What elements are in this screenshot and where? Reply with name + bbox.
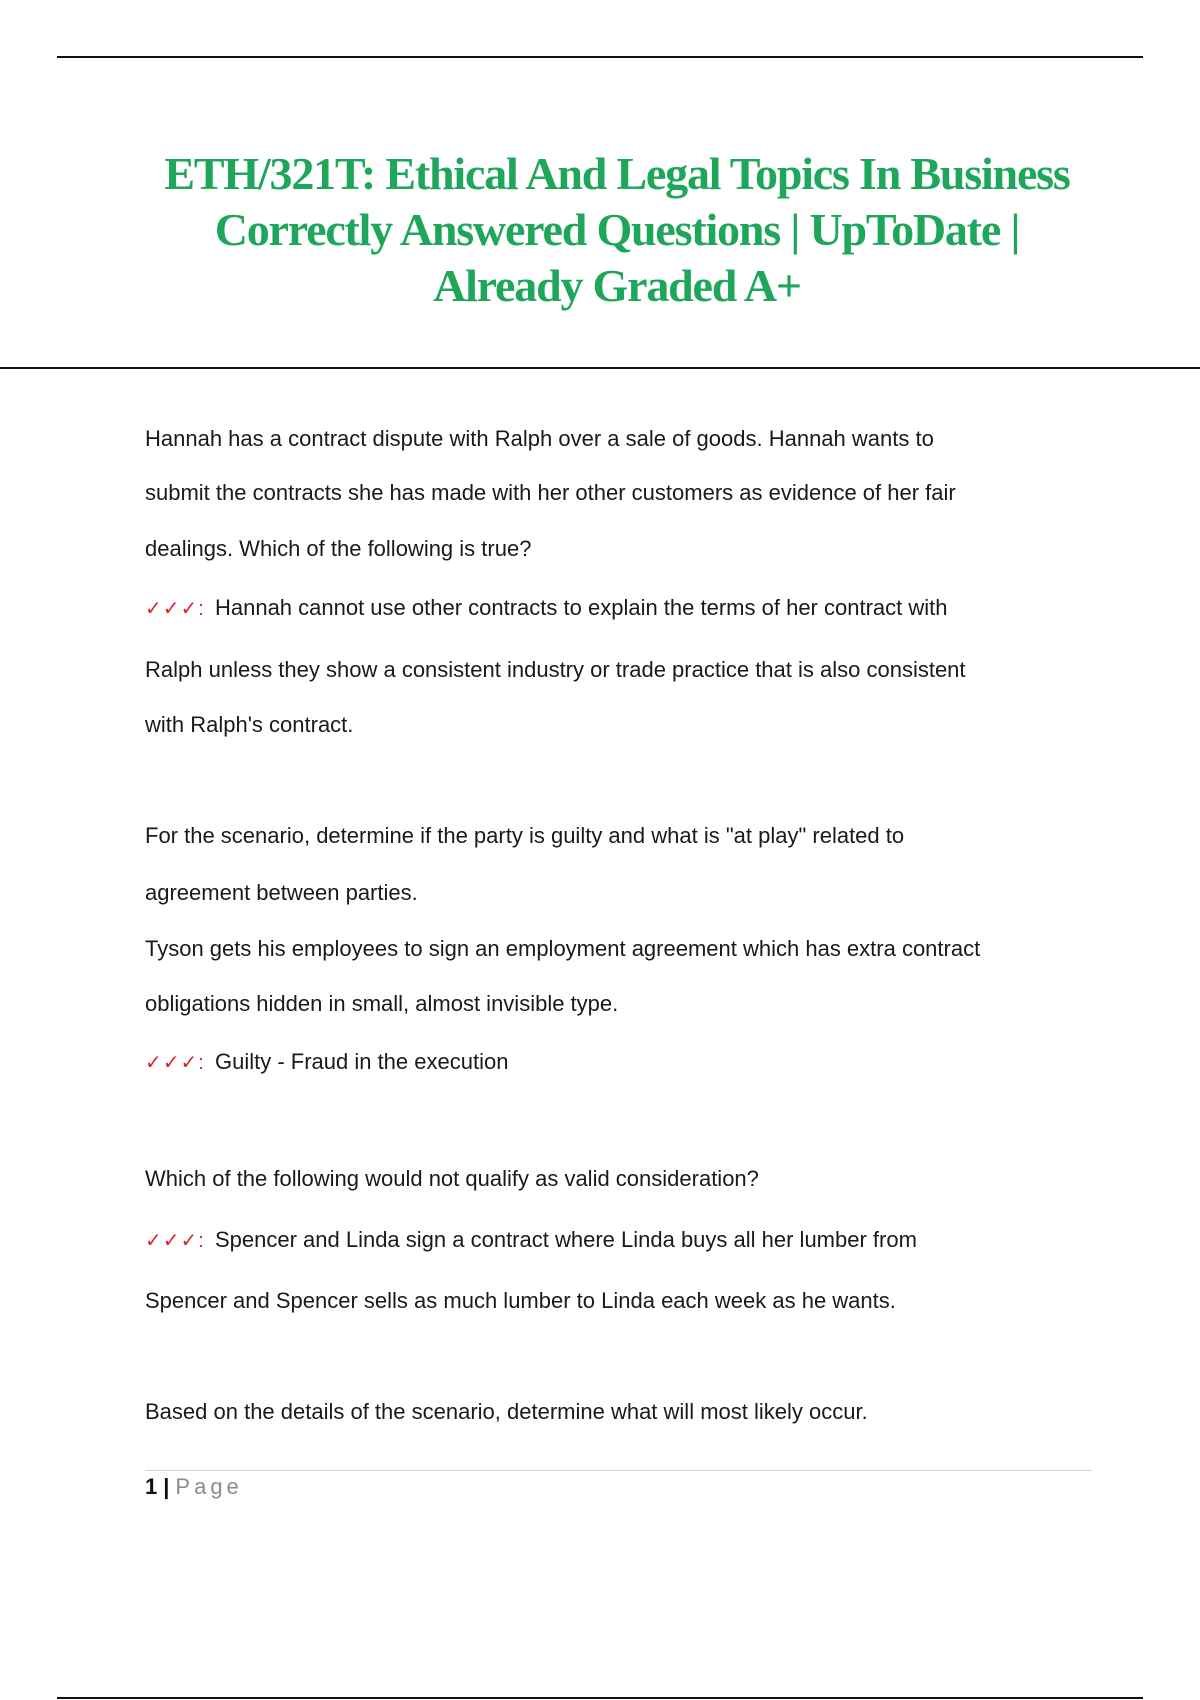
question-1-line-2: submit the contracts she has made with her other customers as evidence of her fair: [145, 480, 956, 505]
answer-3-line-2: Spencer and Spencer sells as much lumber to Linda each week as he wants.: [145, 1288, 896, 1313]
footer-divider: [145, 1470, 1092, 1471]
question-2-line-4: obligations hidden in small, almost invisible type.: [145, 991, 619, 1016]
question-1-line-1: Hannah has a contract dispute with Ralph over a sale of goods. Hannah wants to: [145, 426, 934, 451]
top-rule: [57, 56, 1143, 58]
question-2-line-1: For the scenario, determine if the party is guilty and what is "at play" related to: [145, 823, 905, 848]
question-4-line-1: Based on the details of the scenario, determine what will most likely occur.: [145, 1399, 868, 1424]
checkmarks-icon: ✓✓✓:: [145, 1230, 205, 1252]
answer-1-text: Hannah cannot use other contracts to explain the terms of her contract with: [214, 595, 948, 620]
bottom-rule: [57, 1697, 1143, 1699]
title-line-2: Correctly Answered Questions | UpToDate |: [214, 204, 1020, 255]
document-title: [0, 146, 1200, 314]
question-2-line-3: Tyson gets his employees to sign an employment agreement which has extra contract: [145, 936, 981, 961]
page-label: Page: [175, 1474, 243, 1499]
answer-3-text: Spencer and Linda sign a contract where Linda buys all her lumber from: [214, 1227, 917, 1252]
header-divider: [0, 367, 1200, 369]
answer-2-line-1: [145, 1048, 508, 1077]
answer-1-line-1: [145, 594, 947, 623]
question-2-line-2: agreement between parties.: [145, 880, 418, 905]
answer-1-line-3: with Ralph's contract.: [145, 712, 354, 737]
checkmarks-icon: ✓✓✓:: [145, 598, 205, 620]
question-1-line-3: dealings. Which of the following is true?: [145, 536, 532, 561]
answer-1-line-2: Ralph unless they show a consistent industry or trade practice that is also consistent: [145, 657, 966, 682]
page-footer: [145, 1473, 243, 1501]
page-number: 1: [145, 1474, 158, 1499]
question-3-line-1: Which of the following would not qualify as valid consideration?: [145, 1166, 759, 1191]
title-line-1: ETH/321T: Ethical And Legal Topics In Business: [164, 148, 1070, 199]
checkmarks-icon: ✓✓✓:: [145, 1052, 205, 1074]
title-line-3: Already Graded A+: [433, 260, 801, 311]
answer-3-line-1: [145, 1226, 917, 1255]
answer-2-text: Guilty - Fraud in the execution: [214, 1049, 509, 1074]
footer-separator: |: [163, 1474, 170, 1499]
